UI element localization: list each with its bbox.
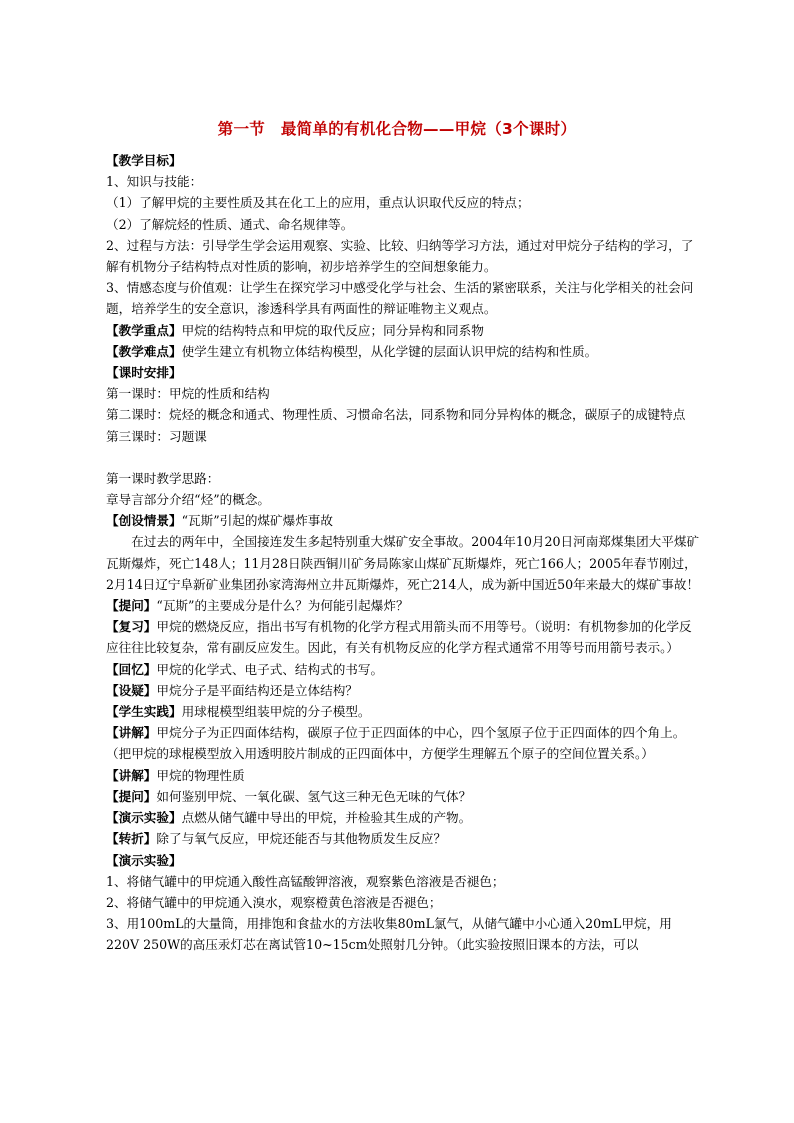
- question-2: [106, 786, 702, 807]
- explain-1: [106, 722, 702, 764]
- demo-1: [106, 807, 702, 828]
- demo-2-line-2: 2、将储气罐中的甲烷通入溴水，观察橙黄色溶液是否褪色；: [106, 894, 442, 910]
- scene-paragraph: 在过去的两年中，全国接连发生多起特别重大煤矿安全事故。2004年10月20日河南郑煤集团大平煤矿瓦斯爆炸，死亡148人；11月28日陕西铜川矿务局陈家山煤矿瓦斯爆炸，死亡166人；2005年春节刚过，2月14日辽宁阜新矿业集团孙家湾海州立井瓦斯爆炸，死亡214人，成为新中国近50年来最大的煤矿事故！: [106, 534, 700, 592]
- blank-line: [106, 447, 702, 468]
- difficulty-text: 使学生建立有机物立体结构模型，从化学键的层面认识甲烷的结构和性质。: [181, 343, 598, 359]
- document-body: [106, 150, 702, 956]
- key-point: [106, 320, 702, 341]
- scene-tag: 【创设情景】: [106, 513, 182, 529]
- schedule-heading: 【课时安排】: [106, 365, 182, 381]
- schedule-line-2: 第二课时：烷烃的概念和通式、物理性质、习惯命名法，同系物和同分异构体的概念，碳原子的成键特点: [106, 407, 686, 423]
- student-practice-text: 用球棍模型组装甲烷的分子模型。: [181, 704, 371, 720]
- schedule-line-3: 第三课时：习题课: [106, 428, 207, 444]
- turn-text: 除了与氧气反应，甲烷还能否与其他物质发生反应？: [156, 831, 447, 847]
- demo-1-text: 点燃从储气罐中导出的甲烷，并检验其生成的产物。: [181, 810, 472, 826]
- recall-text: 甲烷的化学式、电子式、结构式的书写。: [156, 661, 384, 677]
- demo-2-line-3: 3、用100mL的大量筒，用排饱和食盐水的方法收集80mL氯气，从储气罐中小心通入20mL甲烷，用220V 250W的高压汞灯芯在离试管10~15cm处照射几分钟。（此实验按照旧课本的方法，可以: [106, 916, 672, 953]
- recall: [106, 659, 702, 680]
- review-text: 甲烷的燃烧反应，指出书写有机物的化学方程式用箭头而不用等号。（说明：有机物参加的化学反应往往比较复杂，常有副反应发生。因此，有关有机物反应的化学方程式通常不用等号而用箭号表示。）: [106, 619, 692, 656]
- page-title: 第一节 最简单的有机化合物——甲烷（3个课时）: [217, 120, 577, 138]
- question-2-tag: 【提问】: [106, 788, 157, 804]
- goals-line-1: 1、知识与技能：: [106, 174, 203, 190]
- turn-tag: 【转折】: [106, 831, 157, 847]
- demo-1-tag: 【演示实验】: [106, 810, 182, 826]
- question-2-text: 如何鉴别甲烷、一氧化碳、氢气这三种无色无味的气体？: [156, 788, 472, 804]
- review: [106, 616, 702, 658]
- goals-line-4: 2、过程与方法：引导学生学会运用观察、实验、比较、归纳等学习方法，通过对甲烷分子结构的学习，了解有机物分子结构特点对性质的影响，初步培养学生的空间想象能力。: [106, 237, 694, 275]
- goals-line-5: 3、情感态度与价值观：让学生在探究学习中感受化学与社会、生活的紧密联系，关注与化学相关的社会问题，培养学生的安全意识，渗透科学具有两面性的辩证唯物主义观点。: [106, 280, 694, 317]
- goals-heading: 【教学目标】: [106, 153, 182, 168]
- first-lesson-heading: 第一课时教学思路：: [106, 470, 220, 486]
- difficulty: [106, 341, 702, 362]
- first-lesson-intro: 章导言部分介绍“烃”的概念。: [106, 492, 271, 508]
- explain-2-tag: 【讲解】: [106, 767, 157, 783]
- doubt-text: 甲烷分子是平面结构还是立体结构？: [156, 682, 358, 698]
- scene-text: “瓦斯”引起的煤矿爆炸事故: [181, 513, 333, 529]
- doubt: [106, 680, 702, 701]
- student-practice-tag: 【学生实践】: [106, 704, 182, 720]
- question-1-tag: 【提问】: [106, 598, 157, 614]
- recall-tag: 【回忆】: [106, 661, 157, 677]
- explain-2-text: 甲烷的物理性质: [156, 767, 245, 783]
- key-point-tag: 【教学重点】: [106, 322, 182, 338]
- doubt-tag: 【设疑】: [106, 682, 157, 698]
- explain-1-text: 甲烷分子为正四面体结构，碳原子位于正四面体的中心，四个氢原子位于正四面体的四个角上。（把甲烷的球棍模型放入用透明胶片制成的正四面体中，方便学生理解五个原子的空间位置关系。）: [106, 725, 686, 762]
- turn: [106, 828, 702, 849]
- question-1-text: “瓦斯”的主要成分是什么？为何能引起爆炸？: [156, 598, 409, 614]
- scene-line: [106, 510, 702, 531]
- student-practice: [106, 701, 702, 722]
- demo-2-heading: 【演示实验】: [106, 852, 182, 868]
- demo-2-line-1: 1、将储气罐中的甲烷通入酸性高锰酸钾溶液，观察紫色溶液是否褪色；: [106, 873, 505, 889]
- schedule-line-1: 第一课时：甲烷的性质和结构: [106, 386, 270, 402]
- review-tag: 【复习】: [106, 619, 157, 635]
- question-1: [106, 595, 702, 616]
- key-point-text: 甲烷的结构特点和甲烷的取代反应；同分异构和同系物: [181, 322, 484, 338]
- difficulty-tag: 【教学难点】: [106, 343, 182, 359]
- goals-line-3: （2）了解烷烃的性质、通式、命名规律等。: [106, 216, 354, 232]
- goals-line-2: （1）了解甲烷的主要性质及其在化工上的应用，重点认识取代反应的特点；: [106, 195, 530, 211]
- explain-1-tag: 【讲解】: [106, 725, 157, 741]
- explain-2: [106, 765, 702, 786]
